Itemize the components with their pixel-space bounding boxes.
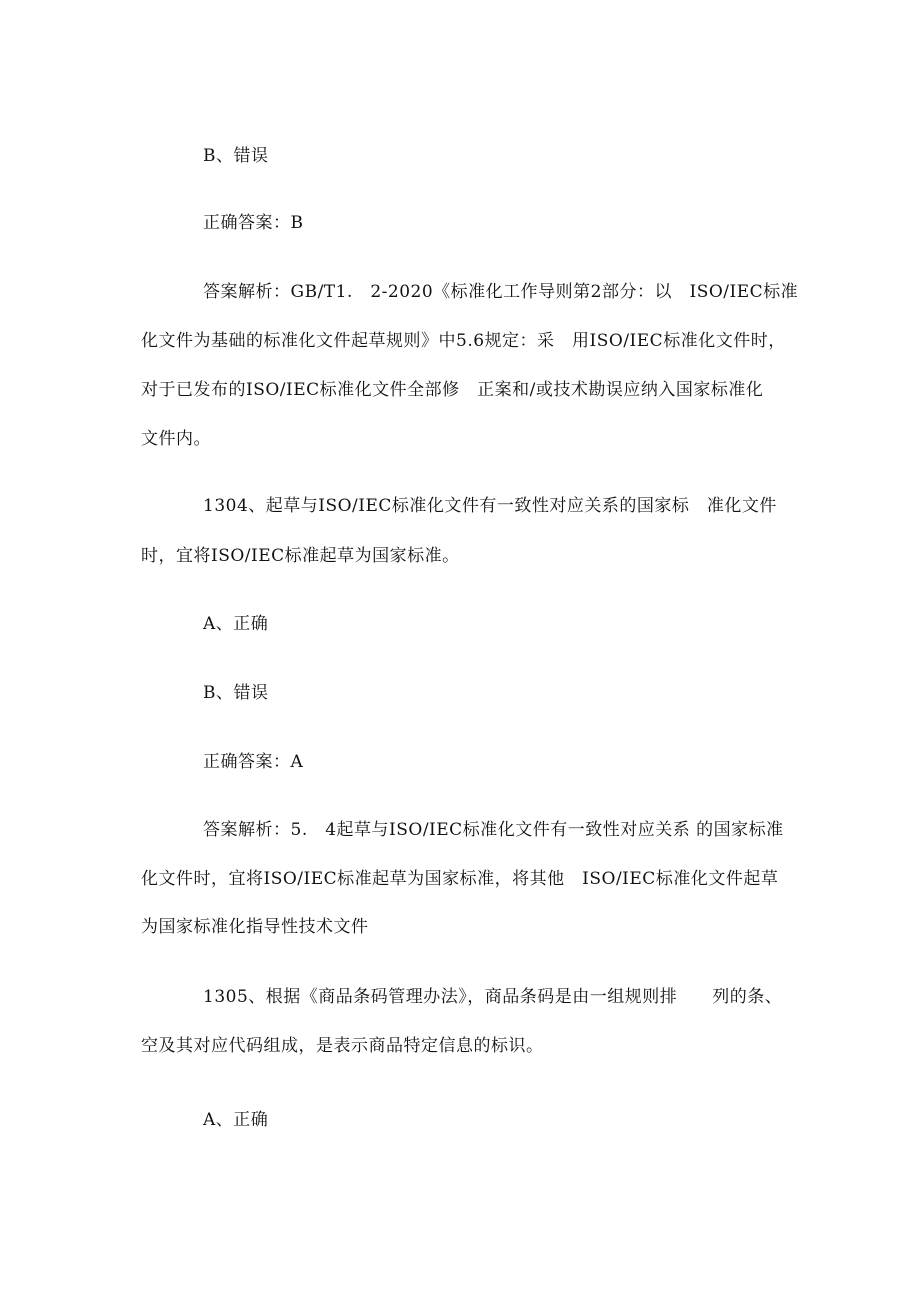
q1304-question-line-1: 1304、起草与ISO/IEC标准化文件有一致性对应关系的国家标 准化文件 [203,496,777,516]
q1304-explanation-line-1: 答案解析：5. 4起草与ISO/IEC标准化文件有一致性对应关系 的国家标准 [203,820,784,840]
q1304-explanation-line-3: 为国家标准化指导性技术文件 [141,917,369,937]
q1303-explanation-line-2: 化文件为基础的标准化文件起草规则》中5.6规定：采 用ISO/IEC标准化文件时， [141,331,786,351]
q1304-question-line-2: 时，宜将ISO/IEC标准起草为国家标准。 [141,546,460,566]
q1303-explanation-line-4: 文件内。 [141,429,211,449]
q1303-explanation-line-3: 对于已发布的ISO/IEC标准化文件全部修 正案和/或技术勘误应纳入国家标准化 [141,380,764,400]
q1305-question-line-2: 空及其对应代码组成，是表示商品特定信息的标识。 [141,1036,544,1056]
q1304-option-a: A、正确 [203,614,269,634]
q1303-explanation-line-1: 答案解析：GB/T1. 2-2020《标准化工作导则第2部分：以 ISO/IEC标准 [203,282,799,302]
q1303-answer: 正确答案：B [203,213,304,233]
q1305-option-a: A、正确 [203,1110,269,1130]
q1305-question-line-1: 1305、根据《商品条码管理办法》，商品条码是由一组规则排 列的条、 [203,987,783,1007]
q1303-option-b: B、错误 [203,146,269,166]
q1304-option-b: B、错误 [203,683,269,703]
q1304-answer: 正确答案：A [203,752,304,772]
q1304-explanation-line-2: 化文件时，宜将ISO/IEC标准起草为国家标准，将其他 ISO/IEC标准化文件起草 [141,869,779,889]
